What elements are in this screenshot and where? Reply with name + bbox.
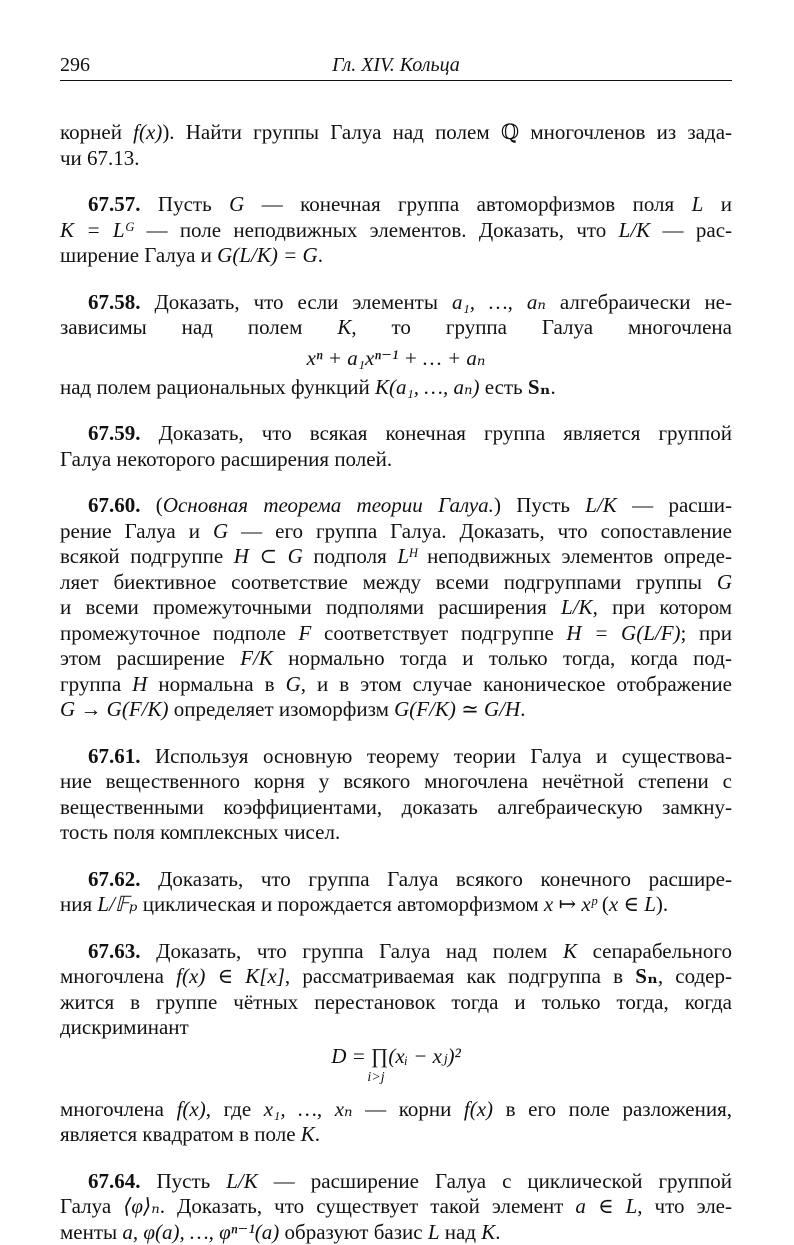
- text-run: .: [318, 243, 323, 267]
- text-run: зависимы над полем: [60, 315, 337, 339]
- text-line: [60, 570, 732, 596]
- text-run: — расширение Галуа с циклической группой: [258, 1169, 732, 1193]
- text-line: [60, 146, 732, 172]
- text-line: [60, 447, 732, 473]
- text-run: Пусть: [141, 1169, 227, 1193]
- text-line: [60, 939, 732, 965]
- text-run: корней: [60, 120, 133, 144]
- problem-number: 67.60.: [88, 493, 141, 517]
- text-line: [60, 1015, 732, 1041]
- running-title: Гл. XIV. Кольца: [60, 54, 732, 77]
- paragraph: [60, 120, 732, 171]
- text-run: над полем рациональных функций: [60, 375, 375, 399]
- text-run: циклическая и порождается автоморфизмом: [137, 892, 543, 916]
- text-run: Доказать, что всякая конечная группа является группой: [141, 421, 733, 445]
- math-expression: G: [717, 570, 732, 594]
- product-subscript: i>j: [20, 1071, 732, 1085]
- math-expression: L/K: [561, 595, 593, 619]
- problem-number: 67.63.: [88, 939, 141, 963]
- math-expression: a₁, …, aₙ: [452, 290, 546, 314]
- text-run: , содер-: [658, 964, 732, 988]
- math-expression: a ∈ L: [575, 1194, 637, 1218]
- text-line: [60, 820, 732, 846]
- text-run: нормальна в: [147, 672, 285, 696]
- text-run: неподвижных элементов опреде-: [417, 544, 732, 568]
- math-expression: a, φ(a), …, φⁿ⁻¹(a): [122, 1220, 279, 1244]
- problem-number: 67.58.: [88, 290, 141, 314]
- page-header: [60, 52, 732, 81]
- text-run: , и в этом случае каноническое отображение: [301, 672, 732, 696]
- formula-text: D = ∏(xᵢ − xⱼ)²: [331, 1044, 461, 1068]
- text-line: [60, 621, 732, 647]
- text-run: (: [597, 892, 609, 916]
- math-expression: G(F/K) ≃ G/H: [394, 697, 520, 721]
- text-line: [60, 375, 732, 401]
- problem-number: Sₙ: [635, 964, 658, 988]
- text-run: определяет изоморфизм: [169, 697, 395, 721]
- text-run: — его группа Галуа. Доказать, что сопоставление: [228, 519, 732, 543]
- display-formula: [60, 1041, 732, 1097]
- text-line: [60, 595, 732, 621]
- text-run: .: [520, 697, 525, 721]
- math-expression: x ∈ L: [609, 892, 656, 916]
- text-run: , рассматриваемая как подгруппа в: [285, 964, 635, 988]
- text-run: всякой подгруппе: [60, 544, 234, 568]
- text-line: [60, 315, 732, 341]
- text-run: Доказать, что группа Галуа над полем: [141, 939, 563, 963]
- math-expression: K(a₁, …, aₙ): [375, 375, 479, 399]
- page-body: [60, 120, 732, 1245]
- text-run: ; при: [681, 621, 732, 645]
- display-formula: [60, 341, 732, 375]
- math-expression: G → G(F/K): [60, 697, 169, 721]
- math-expression: F: [299, 621, 312, 645]
- math-expression: K: [563, 939, 577, 963]
- text-run: — расши-: [617, 493, 732, 517]
- text-run: соответствует подгруппе: [311, 621, 566, 645]
- paragraph: [60, 192, 732, 269]
- math-expression: K: [301, 1122, 315, 1146]
- math-expression: G: [213, 519, 228, 543]
- text-run: , то группа Галуа многочлена: [351, 315, 732, 339]
- text-run: тость поля комплексных чисел.: [60, 820, 340, 844]
- math-expression: F/K: [240, 646, 273, 670]
- text-line: [60, 672, 732, 698]
- text-run: ).: [656, 892, 668, 916]
- text-run: жится в группе чётных перестановок тогда и только тогда, когда: [60, 990, 732, 1014]
- text-run: вещественными коэффициентами, доказать алгебраическую замкну-: [60, 795, 732, 819]
- math-expression: L/K: [619, 218, 651, 242]
- text-line: [60, 192, 732, 218]
- text-line: [60, 697, 732, 723]
- text-run: — поле неподвижных элементов. Доказать, что: [134, 218, 619, 242]
- text-run: группа: [60, 672, 132, 696]
- math-expression: G: [229, 192, 244, 216]
- math-expression: G: [286, 672, 301, 696]
- math-expression: K = Lᴳ: [60, 218, 134, 242]
- text-run: образуют базис: [279, 1220, 428, 1244]
- text-run: .: [315, 1122, 320, 1146]
- text-run: Доказать, что группа Галуа всякого конечного расшире-: [141, 867, 733, 891]
- text-run: Доказать, что если элементы: [141, 290, 452, 314]
- text-line: [60, 1220, 732, 1245]
- problem-number: Sₙ: [528, 375, 551, 399]
- problem-number: 67.62.: [88, 867, 141, 891]
- text-line: [60, 744, 732, 770]
- text-run: чи 67.13.: [60, 146, 140, 170]
- math-expression: G(L/K) = G: [217, 243, 318, 267]
- text-line: [60, 519, 732, 545]
- text-run: менты: [60, 1220, 122, 1244]
- text-line: [60, 795, 732, 821]
- text-run: этом расширение: [60, 646, 240, 670]
- text-line: [60, 1097, 732, 1123]
- text-line: [60, 1122, 732, 1148]
- text-line: [60, 120, 732, 146]
- text-run: , где: [206, 1097, 264, 1121]
- text-run: и всеми промежуточными подполями расширения: [60, 595, 561, 619]
- math-expression: K: [337, 315, 351, 339]
- math-expression: L/K: [585, 493, 617, 517]
- text-line: [60, 1169, 732, 1195]
- text-run: многочлена: [60, 964, 176, 988]
- text-run: .: [495, 1220, 500, 1244]
- text-run: Галуа: [60, 1194, 123, 1218]
- math-expression: x ↦ xᵖ: [544, 892, 597, 916]
- formula-text: xⁿ + a₁xⁿ⁻¹ + … + aₙ: [307, 346, 486, 370]
- paragraph: [60, 744, 732, 846]
- math-expression: f(x): [464, 1097, 493, 1121]
- math-expression: L/K: [226, 1169, 258, 1193]
- text-line: [60, 243, 732, 269]
- math-expression: K: [481, 1220, 495, 1244]
- text-run: Галуа некоторого расширения полей.: [60, 447, 392, 471]
- problem-number: 67.61.: [88, 744, 141, 768]
- text-run: Используя основную теорему теории Галуа и существова-: [141, 744, 733, 768]
- math-expression: x₁, …, xₙ: [264, 1097, 353, 1121]
- text-run: является квадратом в поле: [60, 1122, 301, 1146]
- paragraph: [60, 493, 732, 723]
- text-line: [60, 769, 732, 795]
- math-expression: Lᴴ: [397, 544, 416, 568]
- text-run: — корни: [353, 1097, 464, 1121]
- text-line: [60, 867, 732, 893]
- math-expression: L: [692, 192, 704, 216]
- paragraph: [60, 290, 732, 401]
- text-run: , что эле-: [637, 1194, 732, 1218]
- text-run: ляет биективное соответствие между всеми подгруппами группы: [60, 570, 717, 594]
- problem-number: 67.59.: [88, 421, 141, 445]
- text-line: [60, 1194, 732, 1220]
- text-run: и: [703, 192, 732, 216]
- text-run: — рас-: [650, 218, 732, 242]
- text-line: [60, 990, 732, 1016]
- text-run: сепарабельного: [577, 939, 732, 963]
- paragraph: [60, 1169, 732, 1245]
- text-run: над: [440, 1220, 482, 1244]
- text-run: — конечная группа автоморфизмов поля: [244, 192, 691, 216]
- text-run: подполя: [303, 544, 398, 568]
- problem-number: 67.64.: [88, 1169, 141, 1193]
- text-line: [60, 218, 732, 244]
- text-run: ния: [60, 892, 97, 916]
- math-expression: L/𝔽ₚ: [97, 892, 137, 916]
- text-run: есть: [479, 375, 527, 399]
- text-run: нормально тогда и только тогда, когда под-: [273, 646, 732, 670]
- paragraph: [60, 421, 732, 472]
- math-expression: ⟨φ⟩ₙ: [123, 1194, 160, 1218]
- text-run: , при котором: [593, 595, 732, 619]
- text-line: [60, 892, 732, 918]
- math-expression: H = G(L/F): [566, 621, 680, 645]
- text-line: [60, 646, 732, 672]
- text-run: многочлена: [60, 1097, 177, 1121]
- paragraph: [60, 867, 732, 918]
- math-expression: H: [132, 672, 147, 696]
- paragraph: [60, 939, 732, 1148]
- math-expression: L: [428, 1220, 440, 1244]
- text-run: ). Найти группы Галуа над полем ℚ многочленов из зада-: [162, 120, 732, 144]
- text-run: Пусть: [141, 192, 230, 216]
- text-run: ) Пусть: [494, 493, 585, 517]
- problem-number: 67.57.: [88, 192, 141, 216]
- text-run: дискриминант: [60, 1015, 189, 1039]
- text-run: (: [141, 493, 163, 517]
- text-line: [60, 493, 732, 519]
- math-expression: f(x): [177, 1097, 206, 1121]
- text-line: [60, 421, 732, 447]
- page-number: 296: [60, 54, 90, 77]
- math-expression: f(x): [133, 120, 162, 144]
- text-run: . Доказать, что существует такой элемент: [160, 1194, 576, 1218]
- text-run: .: [550, 375, 555, 399]
- text-run: ние вещественного корня у всякого многочлена нечётной степени с: [60, 769, 732, 793]
- text-line: [60, 544, 732, 570]
- text-run: промежуточное подполе: [60, 621, 299, 645]
- text-run: ширение Галуа и: [60, 243, 217, 267]
- text-run: алгебраически не-: [546, 290, 732, 314]
- text-line: [60, 964, 732, 990]
- text-line: [60, 290, 732, 316]
- text-run: рение Галуа и: [60, 519, 213, 543]
- math-expression: H ⊂ G: [234, 544, 303, 568]
- text-run: в его поле разложения,: [493, 1097, 732, 1121]
- math-expression: f(x) ∈ K[x]: [176, 964, 285, 988]
- math-expression: Основная теорема теории Галуа.: [163, 493, 494, 517]
